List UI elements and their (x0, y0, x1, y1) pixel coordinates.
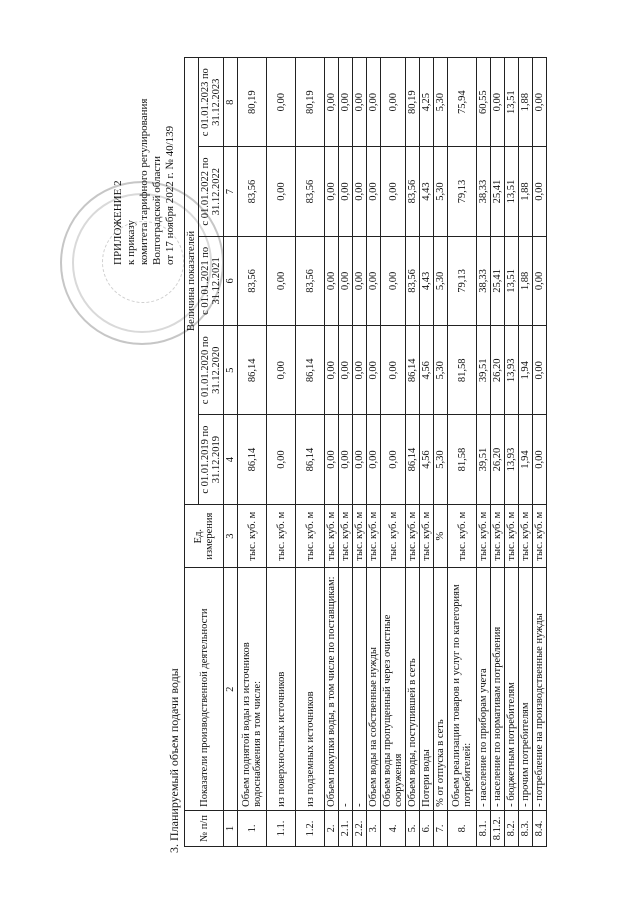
row-num: 3. (367, 810, 381, 846)
row-value: 0,00 (267, 326, 296, 415)
row-value: 5,30 (434, 415, 448, 504)
row-value: 0,00 (267, 58, 296, 147)
table-row (339, 58, 353, 847)
row-value: 86,14 (406, 326, 420, 415)
row-value: 83,56 (238, 147, 267, 236)
row-value: 81,58 (448, 326, 477, 415)
row-value: 13,51 (505, 58, 519, 147)
row-num: 1.2. (296, 810, 325, 846)
row-value: 0,00 (339, 236, 353, 325)
row-value: 0,00 (353, 415, 367, 504)
row-num: 5. (406, 810, 420, 846)
row-value: 0,00 (353, 147, 367, 236)
row-value: 39,51 (477, 415, 491, 504)
row-value: 0,00 (267, 415, 296, 504)
column-number: 1 (224, 810, 238, 846)
row-name: - потребление на производственные нужды (533, 568, 547, 810)
row-value: 0,00 (325, 236, 339, 325)
row-value: 0,00 (267, 147, 296, 236)
row-value: 0,00 (367, 236, 381, 325)
row-value: 1,94 (519, 415, 533, 504)
row-num: 1.1. (267, 810, 296, 846)
row-value: 13,51 (505, 147, 519, 236)
row-value: 0,00 (381, 236, 406, 325)
row-value: 80,19 (238, 58, 267, 147)
row-value: 86,14 (238, 415, 267, 504)
row-value: 60,55 (477, 58, 491, 147)
row-num: 8.2. (505, 810, 519, 846)
row-name: из подземных источников (296, 568, 325, 810)
row-value: 38,33 (477, 147, 491, 236)
row-value: 25,41 (491, 147, 505, 236)
section-title: 3. Планируемый объем подачи воды (167, 668, 181, 853)
row-value: 75,94 (448, 58, 477, 147)
header-period: с 01.01.2020 по 31.12.2020 (199, 326, 224, 415)
header-name: Показатели производственной деятельности (185, 568, 224, 810)
row-num: 2.2. (353, 810, 367, 846)
row-value: 26,20 (491, 415, 505, 504)
row-value: 0,00 (533, 147, 547, 236)
appendix-title: ПРИЛОЖЕНИЕ 2 (112, 180, 124, 265)
table-row (353, 58, 367, 847)
column-number: 4 (224, 415, 238, 504)
row-value: 79,13 (448, 147, 477, 236)
table-row (325, 58, 339, 847)
row-unit: тыс. куб. м (381, 504, 406, 568)
row-value: 86,14 (296, 415, 325, 504)
row-value: 26,20 (491, 326, 505, 415)
row-value: 80,19 (296, 58, 325, 147)
header-period: с 01.01.2021 по 31.12.2021 (199, 236, 224, 325)
table-row (420, 58, 434, 847)
row-value: 0,00 (353, 236, 367, 325)
table-row (533, 58, 547, 847)
row-value: 86,14 (238, 326, 267, 415)
header-num: № п/п (185, 810, 224, 846)
row-value: 0,00 (339, 58, 353, 147)
row-value: 83,56 (406, 147, 420, 236)
row-value: 4,43 (420, 147, 434, 236)
column-number: 6 (224, 236, 238, 325)
row-value: 0,00 (491, 58, 505, 147)
row-num: 8. (448, 810, 477, 846)
header-period: с 01.01.2019 по 31.12.2019 (199, 415, 224, 504)
appendix-order-ref: к приказу (125, 219, 137, 265)
row-name: - (339, 568, 353, 810)
row-name: Объем реализации товаров и услуг по категориям потребителей: (448, 568, 477, 810)
row-value: 0,00 (325, 58, 339, 147)
row-name: - население по приборам учета (477, 568, 491, 810)
row-unit: тыс. куб. м (353, 504, 367, 568)
row-num: 8.1.2. (491, 810, 505, 846)
row-value: 0,00 (381, 147, 406, 236)
column-number: 8 (224, 58, 238, 147)
appendix-header (112, 25, 177, 265)
column-number: 3 (224, 504, 238, 568)
table-row (267, 58, 296, 847)
row-value: 0,00 (267, 236, 296, 325)
row-value: 0,00 (325, 147, 339, 236)
row-value: 1,94 (519, 326, 533, 415)
row-unit: тыс. куб. м (448, 504, 477, 568)
row-value: 1,88 (519, 147, 533, 236)
row-value: 4,25 (420, 58, 434, 147)
row-value: 4,43 (420, 236, 434, 325)
row-value: 0,00 (533, 58, 547, 147)
table-row (381, 58, 406, 847)
row-value: 0,00 (353, 58, 367, 147)
row-value: 83,56 (406, 236, 420, 325)
row-name: из поверхностных источников (267, 568, 296, 810)
row-value: 39,51 (477, 326, 491, 415)
row-value: 5,30 (434, 236, 448, 325)
row-value: 0,00 (325, 326, 339, 415)
row-unit: тыс. куб. м (519, 504, 533, 568)
table-row (238, 58, 267, 847)
row-num: 8.3. (519, 810, 533, 846)
row-value: 13,51 (505, 236, 519, 325)
row-unit: тыс. куб. м (477, 504, 491, 568)
appendix-date-number: от 17 ноября 2022 г. № 40/139 (164, 125, 176, 265)
row-num: 8.4. (533, 810, 547, 846)
row-unit: тыс. куб. м (339, 504, 353, 568)
row-value: 83,56 (296, 147, 325, 236)
row-value: 13,93 (505, 326, 519, 415)
row-num: 4. (381, 810, 406, 846)
row-value: 0,00 (353, 326, 367, 415)
water-supply-table (184, 57, 547, 847)
row-unit: тыс. куб. м (367, 504, 381, 568)
row-value: 0,00 (339, 326, 353, 415)
row-name: - население по нормативам потребления (491, 568, 505, 810)
row-name: - бюджетным потребителям (505, 568, 519, 810)
row-unit: % (434, 504, 448, 568)
row-num: 7. (434, 810, 448, 846)
table-row (491, 58, 505, 847)
header-period: с 01.01.2022 по 31.12.2022 (199, 147, 224, 236)
row-name: Потери воды (420, 568, 434, 810)
row-num: 6. (420, 810, 434, 846)
table-row (519, 58, 533, 847)
row-value: 38,33 (477, 236, 491, 325)
row-value: 0,00 (367, 58, 381, 147)
header-group: Величина показателей (185, 58, 199, 505)
row-value: 83,56 (296, 236, 325, 325)
row-value: 4,56 (420, 326, 434, 415)
row-name: - прочим потребителям (519, 568, 533, 810)
row-value: 5,30 (434, 147, 448, 236)
row-num: 2. (325, 810, 339, 846)
row-value: 83,56 (238, 236, 267, 325)
header-period: с 01.01.2023 по 31.12.2023 (199, 58, 224, 147)
row-unit: тыс. куб. м (420, 504, 434, 568)
row-value: 0,00 (381, 58, 406, 147)
row-unit: тыс. куб. м (296, 504, 325, 568)
table-row (296, 58, 325, 847)
row-value: 25,41 (491, 236, 505, 325)
row-value: 1,88 (519, 236, 533, 325)
row-num: 2.1. (339, 810, 353, 846)
row-unit: тыс. куб. м (406, 504, 420, 568)
row-value: 0,00 (381, 415, 406, 504)
row-name: Объем воды пропущенный через очистные сооружения (381, 568, 406, 810)
row-num: 1. (238, 810, 267, 846)
row-name: Объем поднятой воды из источников водоснабжения в том числе: (238, 568, 267, 810)
row-unit: тыс. куб. м (267, 504, 296, 568)
row-value: 0,00 (381, 326, 406, 415)
row-value: 81,58 (448, 415, 477, 504)
table-row (406, 58, 420, 847)
row-value: 0,00 (533, 415, 547, 504)
row-unit: тыс. куб. м (325, 504, 339, 568)
row-name: Объем покупки воды, в том числе по поставщикам: (325, 568, 339, 810)
row-value: 0,00 (339, 147, 353, 236)
row-unit: тыс. куб. м (238, 504, 267, 568)
row-value: 86,14 (406, 415, 420, 504)
row-value: 0,00 (339, 415, 353, 504)
appendix-committee: комитета тарифного регулирования (138, 98, 150, 265)
row-value: 86,14 (296, 326, 325, 415)
row-value: 13,93 (505, 415, 519, 504)
column-number: 2 (224, 568, 238, 810)
row-value: 79,13 (448, 236, 477, 325)
row-value: 5,30 (434, 326, 448, 415)
table-row (367, 58, 381, 847)
row-value: 5,30 (434, 58, 448, 147)
row-value: 0,00 (367, 326, 381, 415)
appendix-region: Волгоградской области (151, 156, 163, 265)
row-unit: тыс. куб. м (491, 504, 505, 568)
row-name: Объем воды на собственные нужды (367, 568, 381, 810)
row-value: 0,00 (533, 326, 547, 415)
table-row (505, 58, 519, 847)
row-num: 8.1. (477, 810, 491, 846)
row-name: Объем воды, поступившей в сеть (406, 568, 420, 810)
row-value: 0,00 (367, 147, 381, 236)
row-name: - (353, 568, 367, 810)
row-value: 80,19 (406, 58, 420, 147)
table-row (477, 58, 491, 847)
row-value: 0,00 (533, 236, 547, 325)
row-unit: тыс. куб. м (533, 504, 547, 568)
row-value: 1,88 (519, 58, 533, 147)
table-row (448, 58, 477, 847)
table-row (434, 58, 448, 847)
column-number: 5 (224, 326, 238, 415)
header-unit: Ед. измерения (185, 504, 224, 568)
column-number: 7 (224, 147, 238, 236)
row-value: 0,00 (367, 415, 381, 504)
row-name: % от отпуска в сеть (434, 568, 448, 810)
row-value: 4,56 (420, 415, 434, 504)
row-unit: тыс. куб. м (505, 504, 519, 568)
row-value: 0,00 (325, 415, 339, 504)
